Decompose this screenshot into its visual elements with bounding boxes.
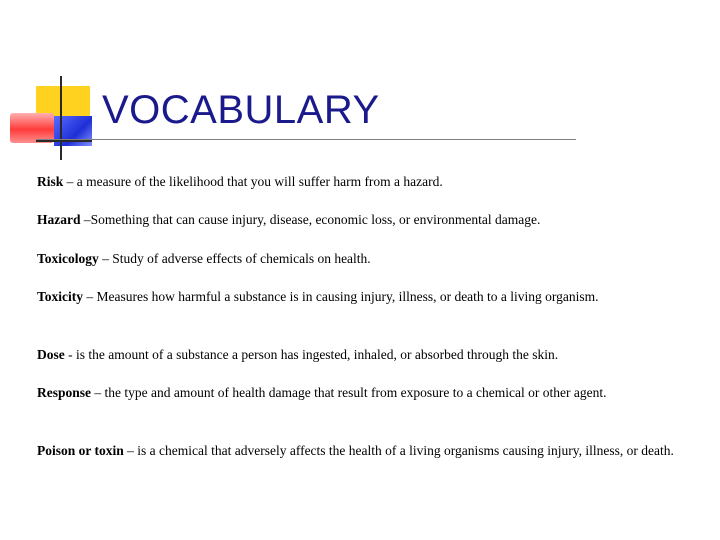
vocab-term: Risk	[37, 174, 64, 189]
vocab-separator: –	[63, 174, 77, 189]
vocab-definition: the type and amount of health damage that result from exposure to a chemical or other agent.	[104, 385, 607, 400]
vocab-entry-risk	[37, 172, 685, 191]
vocab-entry-toxicity	[37, 287, 685, 306]
vocab-entry-hazard	[37, 210, 685, 229]
vocab-definition: Measures how harmful a substance is in causing injury, illness, or death to a living organism.	[96, 289, 599, 304]
decoration-vertical-line	[60, 76, 62, 160]
vocab-term: Dose	[37, 347, 65, 362]
slide-title: VOCABULARY	[102, 88, 380, 132]
vocab-separator: –	[123, 443, 138, 458]
title-underline	[36, 139, 576, 140]
vocab-term: Toxicity	[37, 289, 84, 304]
vocab-term: Toxicology	[37, 251, 99, 266]
vocab-separator: –	[91, 385, 105, 400]
vocab-definition: a measure of the likelihood that you will suffer harm from a hazard.	[76, 174, 443, 189]
vocab-term: Response	[37, 385, 92, 400]
vocab-term: Hazard	[37, 212, 81, 227]
vocab-entry-poison-or-toxin	[37, 441, 685, 460]
decoration-horizontal-line	[36, 140, 92, 142]
vocab-entry-toxicology	[37, 249, 685, 268]
vocab-separator: –	[80, 212, 91, 227]
vocab-entry-dose	[37, 345, 685, 364]
vocab-term: Poison or toxin	[37, 443, 124, 458]
vocab-definition: Something that can cause injury, disease, economic loss, or environmental damage.	[90, 212, 541, 227]
vocab-definition: is the amount of a substance a person has ingested, inhaled, or absorbed through the skin.	[76, 347, 559, 362]
vocab-definition: Study of adverse effects of chemicals on health.	[112, 251, 371, 266]
vocab-separator: –	[98, 251, 113, 266]
vocab-definition: is a chemical that adversely affects the health of a living organisms causing injury, illness, or death.	[137, 443, 674, 458]
vocab-entry-response	[37, 383, 685, 402]
vocab-separator: -	[64, 347, 76, 362]
vocab-separator: –	[83, 289, 97, 304]
